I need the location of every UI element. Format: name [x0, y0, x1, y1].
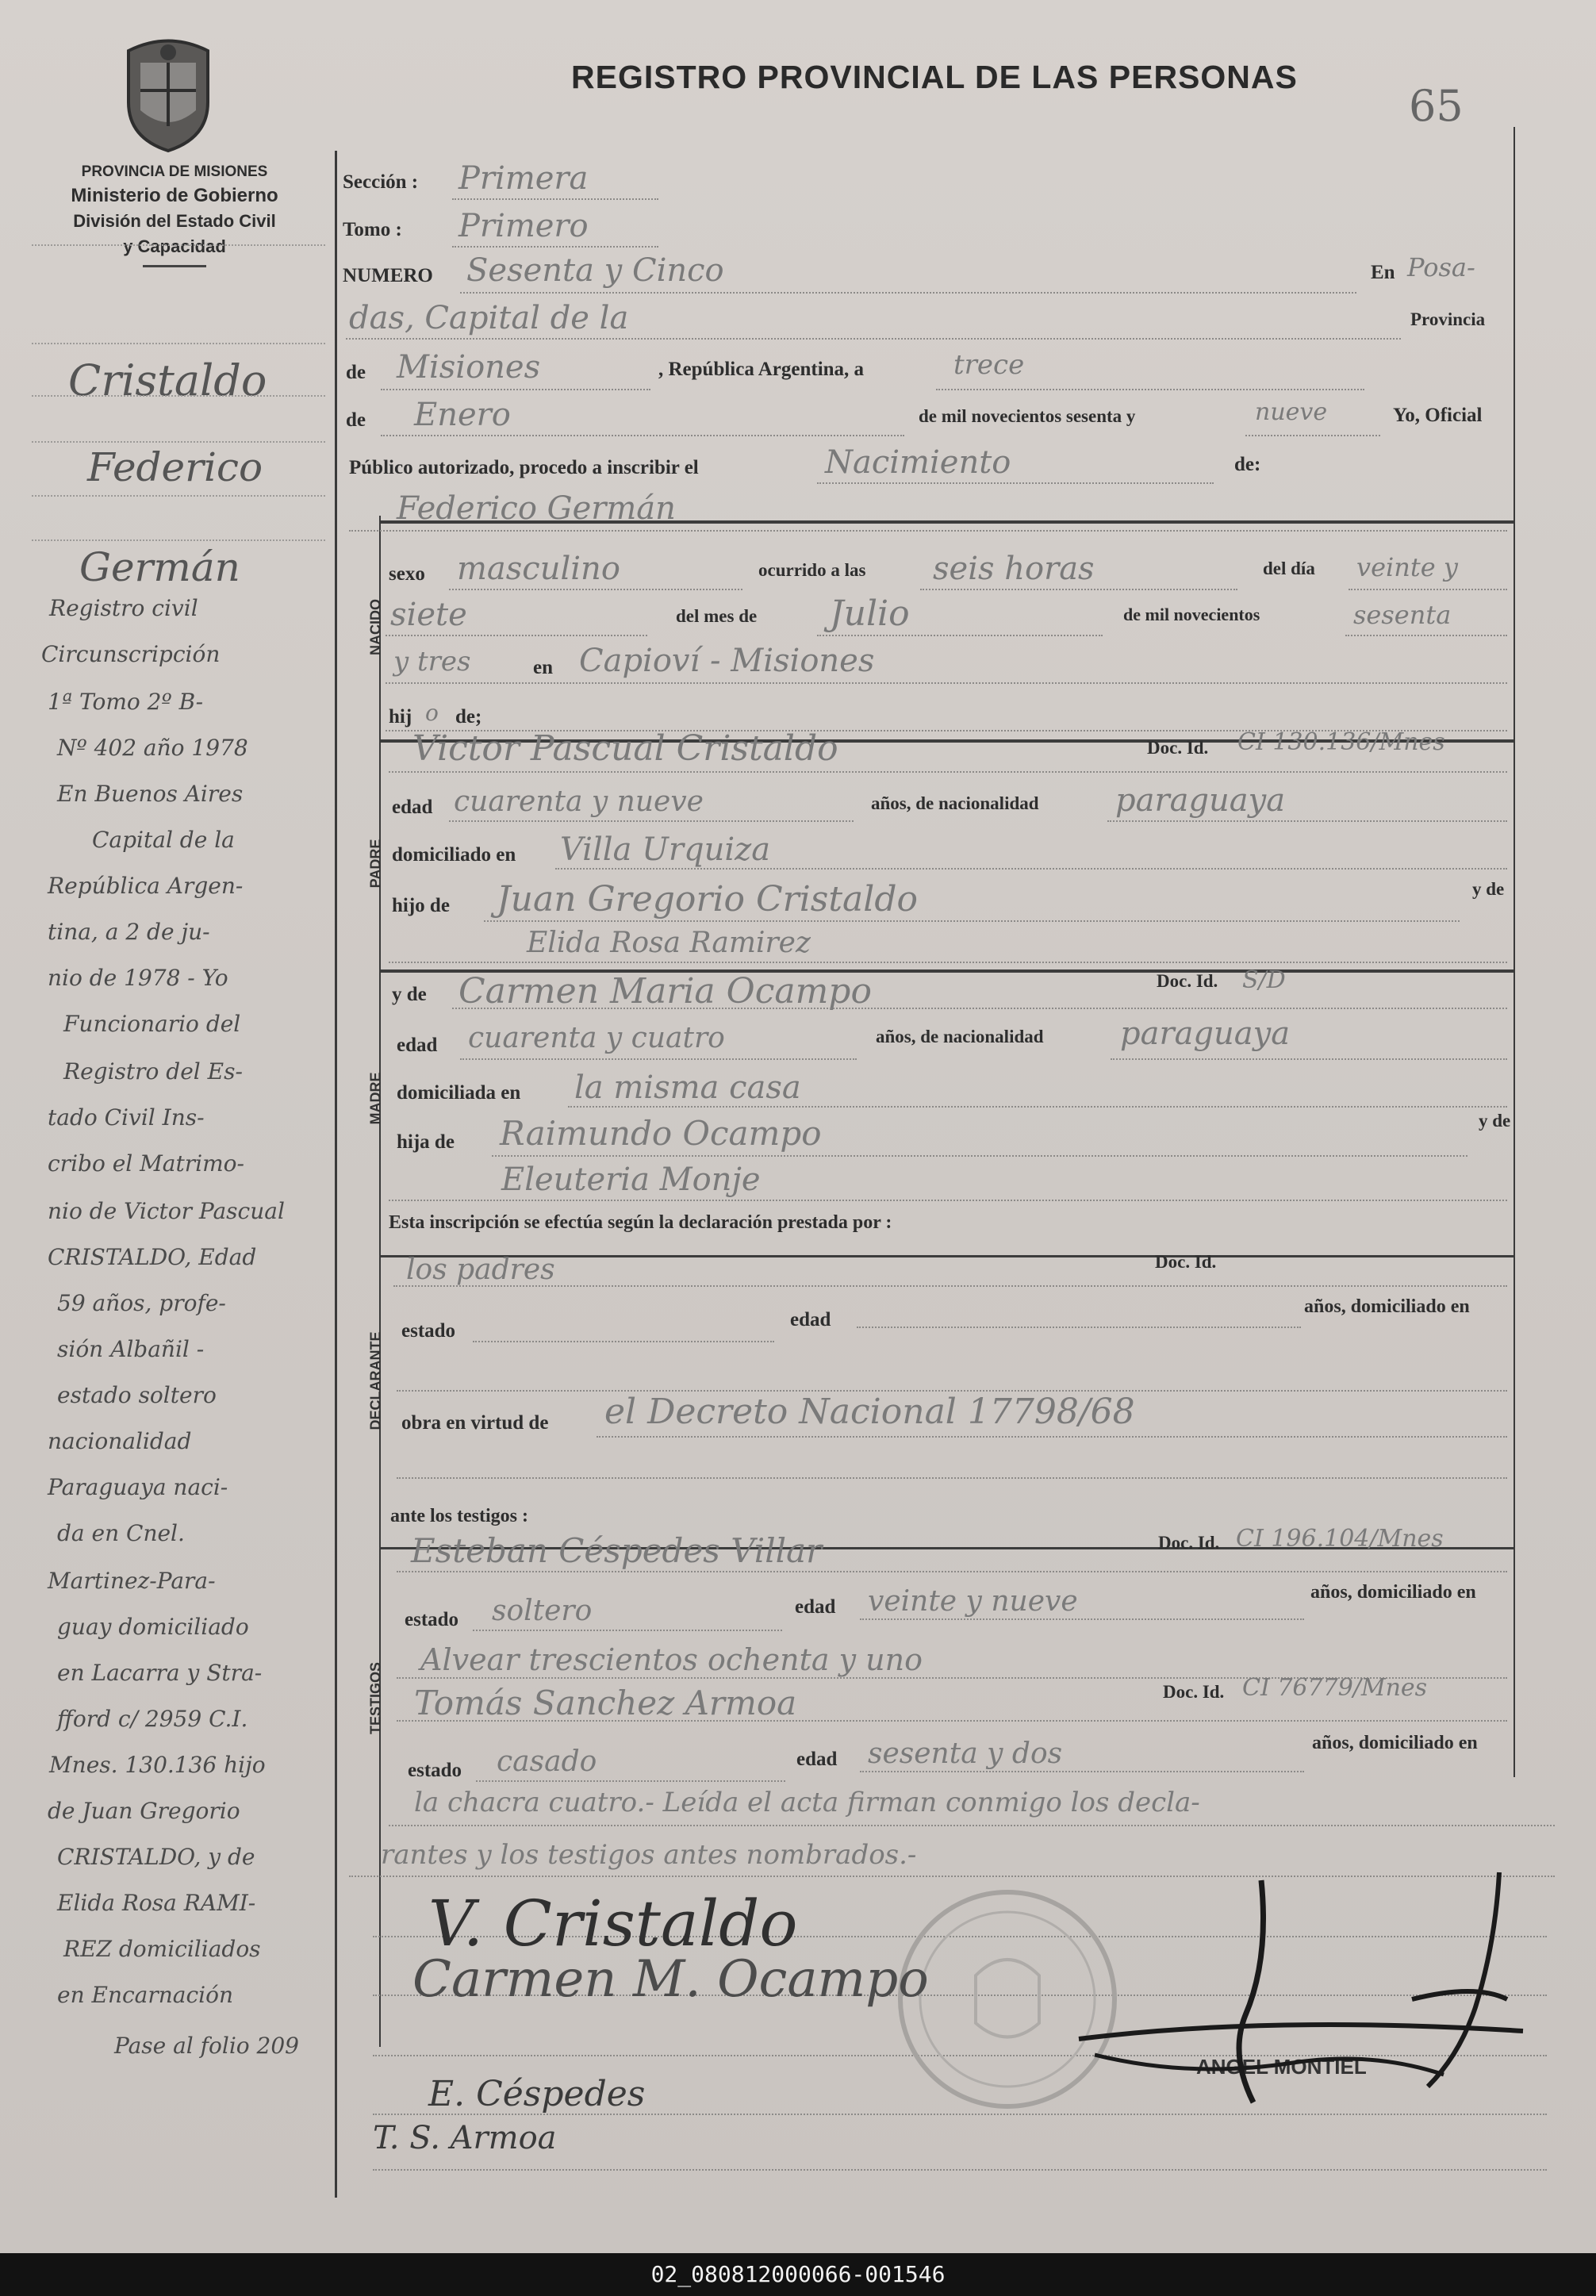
- de-label-2: de: [346, 409, 366, 431]
- ocurrido-label: ocurrido a las: [758, 560, 866, 580]
- stamp-name: ANGEL MONTIEL: [1196, 2055, 1367, 2079]
- margin-line: Registro del Es-: [63, 1058, 243, 1085]
- publico-label: Público autorizado, procedo a inscribir el: [349, 457, 699, 478]
- hijo-suffix-value: o: [425, 700, 439, 726]
- nacido-top-border: [381, 520, 1514, 524]
- testigo1-dom-value: Alvear trescientos ochenta y uno: [420, 1642, 923, 1677]
- province-name: PROVINCIA DE MISIONES: [81, 163, 268, 180]
- anio-nac-cont-value: y tres: [393, 646, 471, 678]
- margin-line: CRISTALDO, Edad: [48, 1244, 257, 1270]
- madre-y-de-label: y de: [392, 984, 427, 1005]
- division-name: División del Estado Civil: [73, 211, 276, 231]
- provincia-value: Misiones: [397, 349, 541, 386]
- signature-madre: Carmen M. Ocampo: [412, 1950, 929, 2009]
- dia-cont-value: siete: [390, 597, 467, 633]
- provincia-label: Provincia: [1410, 309, 1486, 329]
- margin-line: Nº 402 año 1978: [57, 735, 248, 761]
- tomo-label: Tomo :: [343, 219, 402, 240]
- madre-nac-value: paraguaya: [1120, 1016, 1291, 1052]
- madre-dom-value: la misma casa: [574, 1069, 801, 1106]
- anio-value: nueve: [1255, 398, 1328, 426]
- hora-value: seis horas: [933, 551, 1095, 587]
- margin-line: tado Civil Ins-: [48, 1104, 205, 1131]
- testigo1-doc-value: CI 196.104/Mnes: [1236, 1525, 1444, 1553]
- en-label: En: [1371, 262, 1395, 283]
- padre-doc-label: Doc. Id.: [1147, 738, 1209, 758]
- testigo1-edad-label: edad: [795, 1596, 836, 1618]
- ministry-header: [16, 157, 333, 267]
- dia-inscripcion-value: trece: [953, 349, 1025, 381]
- numero-label: NUMERO: [343, 265, 433, 286]
- city-value: Posa-: [1407, 252, 1475, 282]
- margin-line: nacionalidad: [48, 1428, 192, 1454]
- officer-signature-icon: [1031, 1864, 1555, 2126]
- madre-nombre-value: Carmen Maria Ocampo: [458, 971, 872, 1012]
- margin-line: de Juan Gregorio: [48, 1798, 240, 1824]
- en-lower-label: en: [533, 657, 553, 678]
- coat-of-arms-icon: [113, 35, 224, 154]
- madre-edad-value: cuarenta y cuatro: [468, 1022, 725, 1054]
- nacido-side-label: NACIDO: [367, 599, 384, 655]
- tomo-value: Primero: [458, 208, 589, 244]
- de-mil-nov-label: de mil novecientos: [1123, 605, 1260, 624]
- declarante-side-label: DECLARANTE: [367, 1331, 384, 1430]
- nombre-value: Federico Germán: [397, 490, 676, 527]
- margin-line: nio de Victor Pascual: [48, 1198, 285, 1224]
- padre-nac-value: paraguaya: [1115, 782, 1286, 819]
- madre-y-de-label-2: y de: [1479, 1111, 1511, 1131]
- lugar-value: Capioví - Misiones: [579, 643, 875, 679]
- margin-line: REZ domiciliados: [63, 1936, 261, 1962]
- margin-line: Mnes. 130.136 hijo: [49, 1752, 266, 1778]
- madre-hija-label: hija de: [397, 1131, 455, 1153]
- margin-line: Circunscripción: [41, 641, 221, 667]
- margin-line: Funcionario del: [63, 1011, 241, 1037]
- testigo2-dom-label: años, domiciliado en: [1312, 1733, 1478, 1753]
- padre-side-label: PADRE: [367, 839, 384, 889]
- padre-edad-value: cuarenta y nueve: [454, 785, 704, 818]
- right-border: [1514, 127, 1515, 1777]
- sexo-label: sexo: [389, 563, 425, 585]
- testigo1-dom-label: años, domiciliado en: [1310, 1582, 1476, 1603]
- padre-dom-value: Villa Urquiza: [560, 831, 771, 868]
- margin-line: en Lacarra y Stra-: [57, 1660, 263, 1686]
- capacity-name: y Capacidad: [123, 236, 226, 256]
- section-label-divider: [379, 516, 381, 2047]
- abuela-p-value: Elida Rosa Ramirez: [527, 927, 811, 959]
- padre-y-de-label: y de: [1472, 879, 1505, 899]
- testigo1-estado-value: soltero: [492, 1595, 593, 1627]
- padre-nac-label: años, de nacionalidad: [871, 793, 1039, 813]
- signature-padre: V. Cristaldo: [428, 1887, 798, 1960]
- testigos-side-label: TESTIGOS: [367, 1662, 384, 1735]
- madre-dom-label: domiciliada en: [397, 1082, 521, 1104]
- ministry-name: Ministerio de Gobierno: [71, 185, 278, 206]
- margin-line: Paraguaya naci-: [48, 1474, 228, 1500]
- republica-label: , República Argentina, a: [658, 359, 865, 380]
- testigo2-estado-value: casado: [497, 1745, 597, 1778]
- padre-nombre-value: Victor Pascual Cristaldo: [412, 728, 838, 769]
- page-title: REGISTRO PROVINCIAL DE LAS PERSONAS: [571, 59, 1298, 95]
- page-number: 65: [1409, 81, 1464, 131]
- signature-testigo1: E. Céspedes: [428, 2074, 646, 2114]
- margin-apellido: Cristaldo: [68, 355, 267, 405]
- seccion-value: Primera: [458, 160, 589, 197]
- testigo1-estado-label: estado: [405, 1609, 459, 1630]
- margin-line: sión Albañil -: [57, 1336, 205, 1362]
- margin-line: Capital de la: [92, 827, 235, 853]
- margin-line: 59 años, profe-: [57, 1290, 226, 1316]
- yo-oficial-label: Yo, Oficial: [1393, 405, 1483, 426]
- declarante-doc-label: Doc. Id.: [1155, 1252, 1217, 1272]
- margin-line: da en Cnel.: [57, 1520, 185, 1546]
- de-mil-label: de mil novecientos sesenta y: [919, 406, 1136, 426]
- margin-line: Elida Rosa RAMI-: [57, 1890, 256, 1916]
- de-colon-label: de:: [1234, 454, 1261, 475]
- padre-edad-label: edad: [392, 797, 433, 818]
- anio-nac-value: sesenta: [1353, 600, 1452, 630]
- madre-side-label: MADRE: [367, 1072, 384, 1125]
- margin-line: fford c/ 2959 C.I.: [57, 1706, 248, 1732]
- margin-nombre2: Germán: [79, 544, 240, 590]
- margin-line: cribo el Matrimo-: [48, 1150, 244, 1177]
- madre-nac-label: años, de nacionalidad: [876, 1027, 1044, 1046]
- testigos-label: ante los testigos :: [390, 1506, 528, 1526]
- image-caption: 02_080812000066-001546: [0, 2253, 1596, 2296]
- declarante-value: los padres: [406, 1254, 555, 1286]
- margin-line: en Encarnación: [57, 1982, 233, 2008]
- testigo1-doc-label: Doc. Id.: [1158, 1533, 1220, 1553]
- declarante-dom-label: años, domiciliado en: [1304, 1296, 1470, 1317]
- abuela-m-value: Eleuteria Monje: [501, 1161, 761, 1198]
- margin-line: Martinez-Para-: [48, 1568, 216, 1594]
- margin-divider: [335, 151, 337, 2198]
- testigo2-dom-cont-value: rantes y los testigos antes nombrados.-: [381, 1839, 917, 1871]
- mes-value: Julio: [830, 593, 910, 634]
- testigo2-estado-label: estado: [408, 1760, 462, 1781]
- padre-hijo-label: hijo de: [392, 895, 450, 916]
- hijo-label: hij: [389, 706, 412, 728]
- decreto-value: el Decreto Nacional 17798/68: [604, 1392, 1135, 1432]
- margin-line: En Buenos Aires: [57, 781, 244, 807]
- testigo2-doc-value: CI 76779/Mnes: [1242, 1674, 1428, 1702]
- padre-dom-label: domiciliado en: [392, 844, 516, 866]
- testigo2-doc-label: Doc. Id.: [1163, 1682, 1225, 1702]
- testigo1-value: Esteban Céspedes Villar: [411, 1531, 823, 1570]
- margin-line: Registro civil: [49, 595, 198, 621]
- testigo2-value: Tomás Sanchez Armoa: [414, 1684, 797, 1722]
- de-semi-label: de;: [455, 706, 482, 728]
- abuelo-m-value: Raimundo Ocampo: [500, 1114, 822, 1153]
- testigo2-dom-value: la chacra cuatro.- Leída el acta firman conmigo los decla-: [414, 1787, 1200, 1818]
- declarante-edad-label: edad: [790, 1309, 831, 1330]
- margin-line: estado soltero: [57, 1382, 217, 1408]
- padre-doc-value: CI 130.136/Mnes: [1237, 728, 1445, 756]
- dia-value: veinte y: [1356, 552, 1458, 582]
- testigo1-edad-value: veinte y nueve: [868, 1585, 1078, 1618]
- margin-line: 1ª Tomo 2º B-: [48, 689, 204, 715]
- declarante-estado-label: estado: [401, 1320, 456, 1342]
- margin-line: nio de 1978 - Yo: [48, 965, 228, 991]
- margin-line: tina, a 2 de ju-: [48, 919, 210, 945]
- del-mes-label: del mes de: [676, 606, 758, 626]
- tipo-value: Nacimiento: [825, 444, 1011, 481]
- margin-line: Pase al folio 209: [114, 2033, 299, 2059]
- sexo-value: masculino: [457, 551, 620, 587]
- margin-line: guay domiciliado: [57, 1614, 249, 1640]
- madre-edad-label: edad: [397, 1035, 438, 1056]
- numero-value: Sesenta y Cinco: [466, 252, 724, 289]
- margin-line: República Argen-: [48, 873, 244, 899]
- seccion-label: Sección :: [343, 171, 419, 193]
- madre-doc-value: S/D: [1242, 966, 1286, 994]
- mes-inscripcion-value: Enero: [414, 397, 511, 433]
- margin-nombre1: Federico: [87, 444, 263, 490]
- capital-value: das, Capital de la: [349, 300, 629, 336]
- declaracion-label: Esta inscripción se efectúa según la declaración prestada por :: [389, 1212, 892, 1233]
- abuelo-p-value: Juan Gregorio Cristaldo: [497, 879, 918, 920]
- de-label-1: de: [346, 362, 366, 383]
- obra-label: obra en virtud de: [401, 1412, 549, 1434]
- testigo2-edad-label: edad: [796, 1749, 838, 1770]
- signature-testigo2: T. S. Armoa: [373, 2120, 557, 2156]
- margin-line: CRISTALDO, y de: [57, 1844, 255, 1870]
- del-dia-label: del día: [1263, 559, 1315, 578]
- testigo2-edad-value: sesenta y dos: [868, 1737, 1063, 1770]
- madre-doc-label: Doc. Id.: [1157, 971, 1218, 991]
